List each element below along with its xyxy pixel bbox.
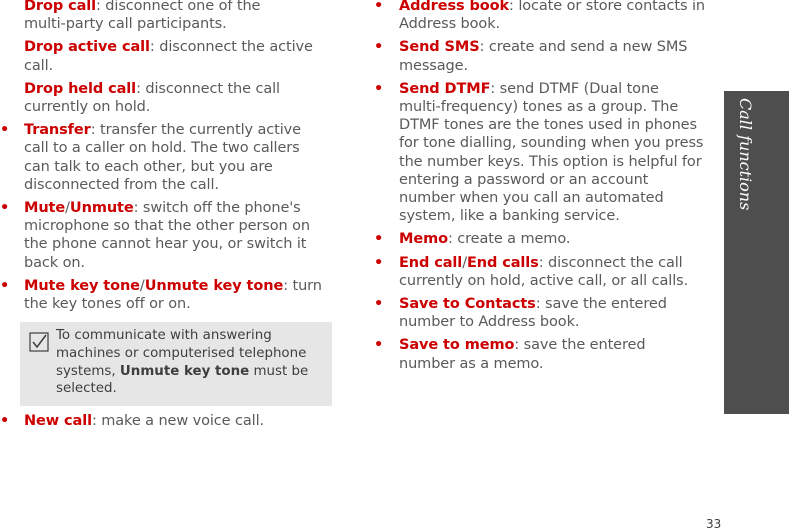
description: : switch off the phone's microphone so that the other person on the phone cannot hear you, or switch it back on. — [24, 200, 310, 271]
description: : disconnect one of the multi-party call participants. — [24, 0, 261, 33]
bullet: • — [374, 337, 384, 354]
term: Unmute key tone — [144, 277, 284, 294]
bullet: • — [0, 200, 10, 217]
bullet: • — [0, 122, 10, 139]
note-text: To communicate with answering machines or computerised telephone systems, — [56, 328, 307, 379]
note-bold-term: Unmute key tone — [119, 363, 250, 379]
right-column — [374, 0, 712, 372]
chapter-title: Call functions — [736, 98, 755, 211]
term: End call — [399, 254, 463, 271]
menu-item-address-book — [374, 0, 712, 33]
description: : save the entered number to Address book. — [399, 296, 667, 331]
menu-item-save-to-contacts — [374, 295, 712, 331]
bullet: • — [374, 39, 384, 56]
term: Drop held call — [24, 80, 137, 97]
menu-item-drop-call — [0, 0, 274, 33]
term: Memo — [399, 231, 448, 248]
bullet: • — [374, 296, 384, 313]
bullet: • — [374, 80, 384, 97]
description: : create a memo. — [447, 231, 571, 248]
term: Mute — [24, 200, 66, 217]
term: Transfer — [24, 122, 91, 139]
menu-item-memo — [374, 230, 712, 248]
description: : disconnect the call currently on hold. — [24, 80, 280, 116]
term: Send SMS — [399, 39, 480, 56]
term: Drop active call — [24, 39, 150, 56]
bullet: • — [0, 413, 10, 429]
bullet: • — [374, 254, 384, 271]
menu-item-drop-held-call — [0, 80, 294, 116]
menu-item-new-call — [0, 412, 330, 430]
bullet: • — [0, 277, 10, 294]
term: End calls — [466, 254, 539, 271]
description: : send DTMF (Dual tone multi-frequency) tones as a group. The DTMF tones are the tones used in phones for tone dialling, sounding when you press the number keys. This option is helpful for entering a password or an account number when you call an automated system, like a banking service. — [399, 80, 704, 225]
left-column — [0, 0, 330, 313]
description: : locate or store contacts in Address book. — [399, 0, 705, 33]
menu-item-mute-key-tone — [0, 277, 330, 313]
description: : disconnect the active call. — [24, 39, 313, 74]
term: Address book — [399, 0, 510, 14]
term: Save to memo — [399, 337, 515, 354]
description: : make a new voice call. — [91, 413, 265, 429]
description: : save the entered number as a memo. — [399, 337, 646, 372]
checkmark-note-icon — [29, 332, 49, 352]
description: : transfer the currently active call to a caller on hold. The two callers can talk to each other, but you are disconnected from the call. — [24, 122, 301, 193]
bullet: • — [374, 231, 384, 248]
menu-item-transfer — [0, 121, 318, 194]
description: : turn the key tones off or on. — [24, 277, 322, 313]
term: Send DTMF — [399, 80, 491, 97]
description: : disconnect the call currently on hold, active call, or all calls. — [399, 254, 689, 289]
separator: / — [462, 254, 467, 271]
page-number: 33 — [706, 517, 722, 531]
note-box — [20, 322, 332, 406]
term: Mute key tone — [24, 277, 140, 294]
menu-item-send-sms — [374, 38, 712, 74]
description: : create and send a new SMS message. — [399, 39, 688, 74]
left-column-bottom — [0, 412, 330, 430]
menu-item-save-to-memo — [374, 336, 669, 372]
separator: / — [139, 277, 145, 294]
term: New call — [24, 413, 92, 429]
term: Drop call — [24, 0, 96, 14]
chapter-side-tab — [724, 91, 789, 414]
menu-item-drop-active-call — [0, 38, 330, 74]
term: Unmute — [69, 200, 134, 217]
bullet: • — [374, 0, 384, 14]
note-text-end: must be selected. — [56, 363, 309, 397]
separator: / — [65, 200, 70, 217]
menu-item-mute — [0, 199, 330, 272]
menu-item-send-dtmf — [374, 80, 705, 226]
term: Save to Contacts — [399, 296, 536, 313]
menu-item-end-call — [374, 254, 712, 290]
